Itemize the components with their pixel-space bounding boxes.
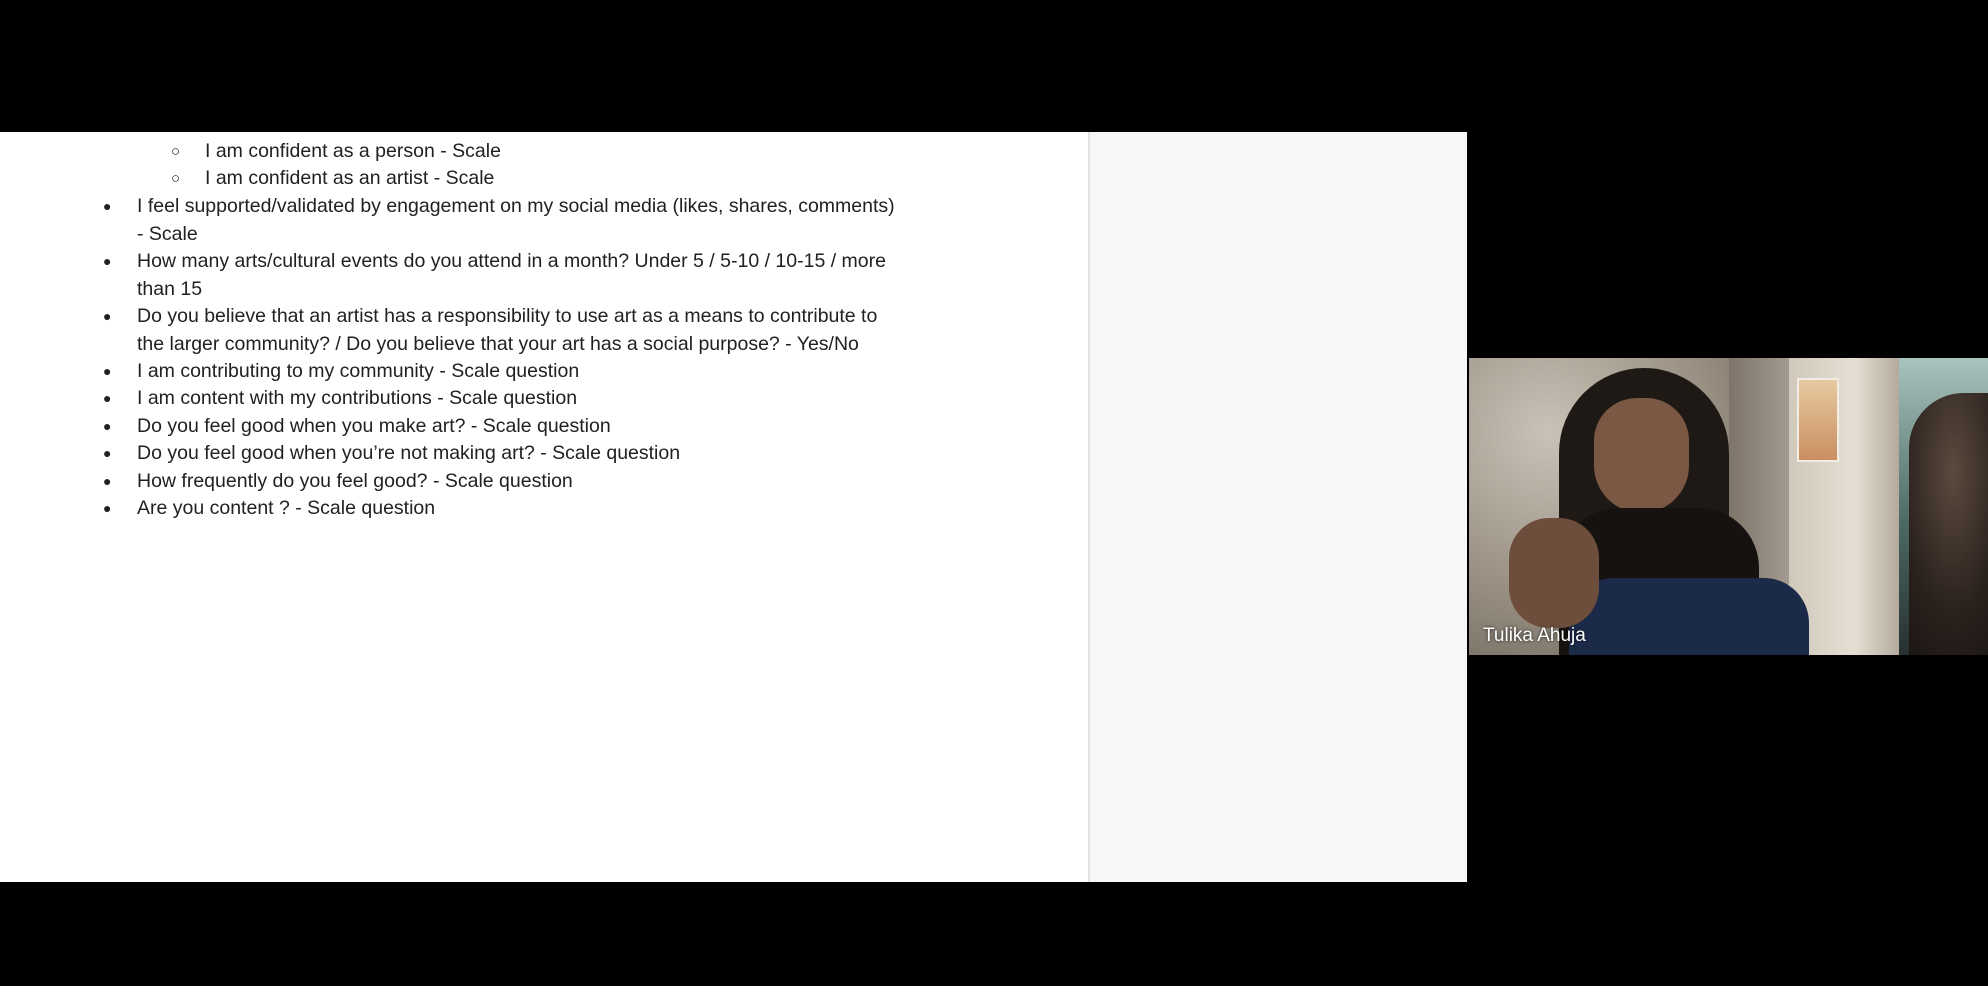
participant-name-label: Tulika Ahuja [1483, 625, 1586, 646]
list-item-line: Are you content ? - Scale question [137, 497, 436, 519]
list-item [103, 468, 957, 496]
list-item [103, 413, 957, 441]
list-item-line: - Scale [137, 222, 198, 245]
bullet-icon: ● [103, 308, 112, 324]
list-item-line: I feel supported/validated by engagement on my social media (likes, shares, comments) [137, 195, 895, 217]
bullet-icon: ● [103, 363, 112, 379]
list-item-line: Do you believe that an artist has a responsibility to use art as a means to contribute to [137, 305, 878, 327]
bullet-icon: ● [103, 390, 112, 406]
list-item [103, 385, 957, 413]
page-edge [1088, 132, 1090, 882]
list-item [103, 193, 957, 248]
participant-video-tile[interactable] [1469, 358, 1988, 655]
participant-face [1594, 398, 1689, 513]
shared-screen [0, 132, 1467, 882]
bullet-icon: ● [103, 198, 112, 214]
list-item [103, 358, 957, 386]
list-item-line: How frequently do you feel good? - Scale question [137, 470, 573, 492]
bullet-icon: ● [103, 445, 112, 461]
sub-bullet-icon: ○ [171, 143, 181, 160]
sub-bullet-icon: ○ [171, 170, 181, 187]
sub-list-item [171, 165, 905, 193]
sub-list-item-text: I am confident as a person - Scale [205, 140, 501, 162]
list-item [103, 248, 957, 303]
sub-list-item-text: I am confident as an artist - Scale [205, 167, 495, 189]
participant-legs [1569, 578, 1809, 655]
list-item-line: I am contributing to my community - Scale question [137, 360, 580, 382]
list-item-line: Do you feel good when you’re not making art? - Scale question [137, 442, 681, 464]
list-item [103, 440, 957, 468]
bullet-icon: ● [103, 418, 112, 434]
document-page[interactable] [0, 132, 1088, 882]
second-figure [1909, 393, 1988, 655]
list-item-line: the larger community? / Do you believe that your art has a social purpose? - Yes/No [137, 332, 859, 355]
list-item [103, 303, 957, 358]
bullet-icon: ● [103, 473, 112, 489]
list-item-line: How many arts/cultural events do you attend in a month? Under 5 / 5-10 / 10-15 / more [137, 250, 886, 272]
list-item-line: than 15 [137, 277, 203, 300]
bullet-icon: ● [103, 500, 112, 516]
participant-figure [1499, 368, 1829, 655]
list-item [103, 495, 957, 523]
bullet-icon: ● [103, 253, 112, 269]
list-item-line: Do you feel good when you make art? - Scale question [137, 415, 611, 437]
participant-arm [1509, 518, 1599, 628]
sub-list-item [171, 138, 905, 166]
list-item-line: I am content with my contributions - Scale question [137, 387, 578, 409]
